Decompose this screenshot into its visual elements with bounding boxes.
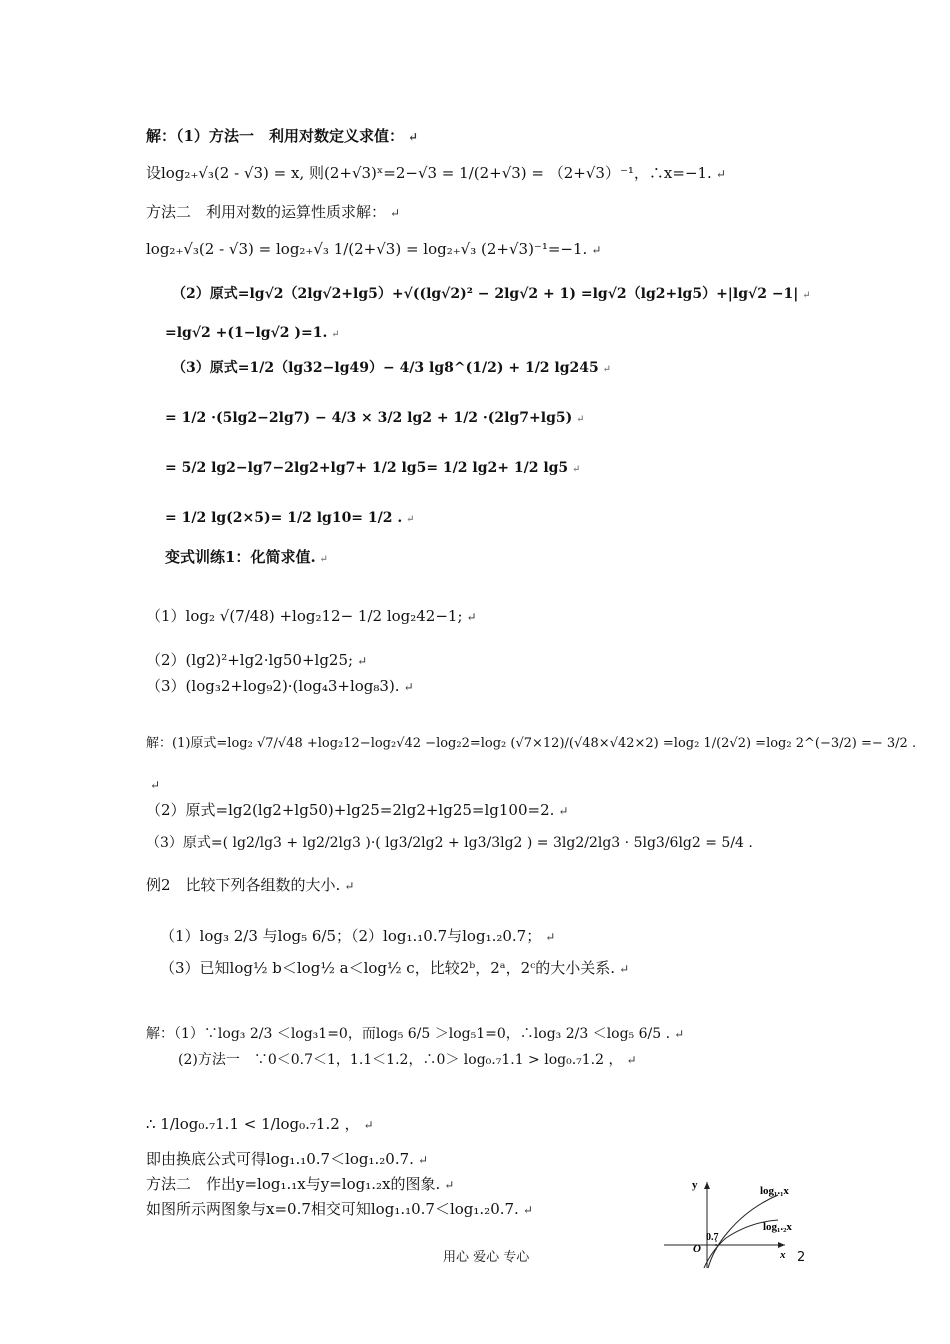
line-18: （3）原式=( lg2/lg3 + lg2/2lg3 )·( lg3/2lg2 + lg3/3lg2 ) = 3lg2/2lg3 · 5lg3/6lg2 = 5/4 . bbox=[146, 835, 753, 851]
line-10: = 1/2 lg(2×5)= 1/2 lg10= 1/2 . ↵ bbox=[165, 510, 415, 526]
x-mark-label: 0.7 bbox=[706, 1232, 719, 1243]
y-axis-label: y bbox=[692, 1179, 698, 1191]
footer-text: 用心 爱心 专心 bbox=[443, 1250, 530, 1265]
line-17: （2）原式=lg2(lg2+lg50)+lg25=2lg2+lg25=lg100=2. ↵ bbox=[146, 801, 569, 819]
line-9: = 5/2 lg2−lg7−2lg2+lg7+ 1/2 lg5= 1/2 lg2+ 1/2 lg5 ↵ bbox=[165, 460, 581, 476]
page-number: 2 bbox=[797, 1250, 806, 1265]
x-axis-label: x bbox=[780, 1249, 786, 1261]
line-1: 解：（1）方法一 利用对数定义求值： ↵ bbox=[146, 127, 419, 145]
line-19: 例2 比较下列各组数的大小. ↵ bbox=[146, 876, 355, 894]
line-21: （3）已知log½ b＜log½ a＜log½ c，比较2ᵇ，2ᵃ，2ᶜ的大小关系. ↵ bbox=[160, 959, 630, 977]
line-23: (2)方法一 ∵0＜0.7＜1，1.1＜1.2，∴0＞ log₀.₇1.1 > log₀.₇1.2 ， ↵ bbox=[178, 1052, 637, 1068]
line-13: （2）(lg2)²+lg2·lg50+lg25; ↵ bbox=[146, 651, 368, 669]
line-5: （2）原式=lg√2（2lg√2+lg5）+√((lg√2)² − 2lg√2 + 1) =lg√2（lg2+lg5）+|lg√2 −1| ↵ bbox=[172, 286, 811, 302]
line-16: ↵ bbox=[150, 778, 161, 792]
y-axis-arrow bbox=[704, 1182, 710, 1189]
line-25: 即由换底公式可得log₁.₁0.7＜log₁.₂0.7. ↵ bbox=[146, 1150, 428, 1168]
curve-1-label: log₁.₁x bbox=[760, 1185, 789, 1197]
line-26: 方法二 作出y=log₁.₁x与y=log₁.₂x的图象. ↵ bbox=[146, 1175, 455, 1193]
line-20: （1）log₃ 2/3 与log₅ 6/5；（2）log₁.₁0.7与log₁.₂0.7； ↵ bbox=[160, 927, 556, 945]
line-6: =lg√2 +(1−lg√2 )=1. ↵ bbox=[165, 325, 340, 341]
curve-2-label: log₁.₂x bbox=[763, 1221, 792, 1233]
line-2: 设log₂₊√₃(2 - √3) = x, 则(2+√3)ˣ=2−√3 = 1/(2+√3) = （2+√3）⁻¹，∴x=−1. ↵ bbox=[146, 164, 726, 182]
origin-label: O bbox=[693, 1243, 701, 1255]
line-8: = 1/2 ·(5lg2−2lg7) − 4/3 × 3/2 lg2 + 1/2 ·(2lg7+lg5) ↵ bbox=[165, 410, 585, 426]
line-14: （3）(log₃2+log₉2)·(log₄3+log₈3). ↵ bbox=[146, 677, 414, 695]
line-15: 解：(1)原式=log₂ √7/√48 +log₂12−log₂√42 −log₂2=log₂ (√7×12)/(√48×√42×2) =log₂ 1/(2√2) =log₂ 2^(−3/2) =− 3/2 . bbox=[146, 736, 917, 751]
line-7: （3）原式=1/2（lg32−lg49）− 4/3 lg8^(1/2) + 1/2 lg245 ↵ bbox=[172, 360, 612, 376]
line-12: （1）log₂ √(7/48) +log₂12− 1/2 log₂42−1; ↵ bbox=[146, 607, 477, 625]
line-24: ∴ 1/log₀.₇1.1 < 1/log₀.₇1.2 ， ↵ bbox=[146, 1115, 374, 1133]
line-4: log₂₊√₃(2 - √3) = log₂₊√₃ 1/(2+√3) = log₂₊√₃ (2+√3)⁻¹=−1. ↵ bbox=[146, 240, 602, 258]
line-27: 如图所示两图象与x=0.7相交可知log₁.₁0.7＜log₁.₂0.7. ↵ bbox=[146, 1200, 533, 1218]
x-axis-arrow bbox=[778, 1242, 785, 1248]
line-11: 变式训练1：化简求值. ↵ bbox=[165, 548, 329, 566]
line-22: 解：（1）∵log₃ 2/3 ＜log₃1=0，而log₅ 6/5 ＞log₅1=0，∴log₃ 2/3 ＜log₅ 6/5 . ↵ bbox=[146, 1026, 685, 1042]
line-3: 方法二 利用对数的运算性质求解： ↵ bbox=[146, 203, 401, 221]
